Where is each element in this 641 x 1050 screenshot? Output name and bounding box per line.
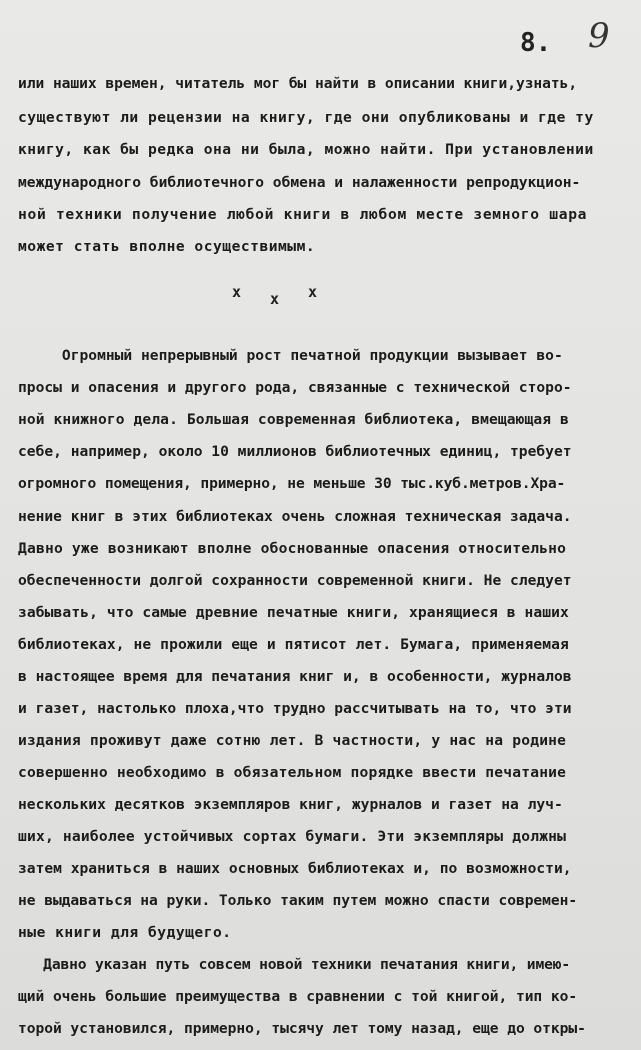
- text-line: в настоящее время для печатания книг и, в особенности, журналов: [18, 668, 572, 685]
- section-separator-mark: x: [232, 283, 242, 301]
- page-number: 8.: [520, 28, 552, 58]
- text-line: просы и опасения и другого рода, связанные с технической сторо-: [18, 379, 572, 396]
- text-line: щий очень большие преимущества в сравнении с той книгой, тип ко-: [18, 988, 578, 1005]
- text-line: ших, наиболее устойчивых сортах бумаги. Эти экземпляры должны: [18, 828, 567, 845]
- section-separator-mark: x: [308, 283, 318, 301]
- text-line: нение книг в этих библиотеках очень сложная техническая задача.: [18, 508, 572, 525]
- text-line: или наших времен, читатель мог бы найти в описании книги,узнать,: [18, 75, 578, 92]
- section-separator-mark: x: [270, 290, 280, 308]
- text-line: библиотеках, не прожили еще и пятисот лет. Бумага, применяемая: [18, 636, 569, 653]
- text-line: торой установился, примерно, тысячу лет тому назад, еще до откры-: [18, 1020, 586, 1037]
- text-line: издания проживут даже сотню лет. В частности, у нас на родине: [18, 732, 567, 749]
- text-line: Давно уже возникают вполне обоснованные опасения относительно: [18, 540, 567, 557]
- text-line: ные книги для будущего.: [18, 924, 232, 941]
- text-line: ной техники получение любой книги в любом месте земного шара: [18, 206, 588, 223]
- text-line: и газет, настолько плоха,что трудно рассчитывать на то, что эти: [18, 700, 572, 717]
- text-line: книгу, как бы редка она ни была, можно найти. При установлении: [18, 141, 594, 158]
- text-line: может стать вполне осуществимым.: [18, 238, 316, 255]
- text-line: забывать, что самые древние печатные книги, хранящиеся в наших: [18, 604, 569, 621]
- handwritten-page-number: 9: [588, 16, 610, 56]
- text-line: Давно указан путь совсем новой техники печатания книги, имею-: [0, 956, 570, 973]
- text-line: огромного помещения, примерно, не меньше 30 тыс.куб.метров.Хра-: [18, 475, 566, 492]
- text-line: международного библиотечного обмена и налаженности репродукцион-: [18, 174, 581, 191]
- text-line: себе, например, около 10 миллионов библиотечных единиц, требует: [18, 443, 572, 460]
- text-line: Огромный непрерывный рост печатной продукции вызывает во-: [18, 347, 563, 364]
- text-line: ной книжного дела. Большая современная библиотека, вмещающая в: [18, 411, 569, 428]
- text-line: затем храниться в наших основных библиотеках и, по возможности,: [18, 860, 572, 877]
- text-line: нескольких десятков экземпляров книг, журналов и газет на луч-: [18, 796, 563, 813]
- text-line: обеспеченности долгой сохранности современной книги. Не следует: [18, 572, 572, 589]
- text-line: существуют ли рецензии на книгу, где они опубликованы и где ту: [18, 109, 594, 126]
- text-line: не выдаваться на руки. Только таким путем можно спасти современ-: [18, 892, 578, 909]
- text-line: совершенно необходимо в обязательном порядке ввести печатание: [18, 764, 567, 781]
